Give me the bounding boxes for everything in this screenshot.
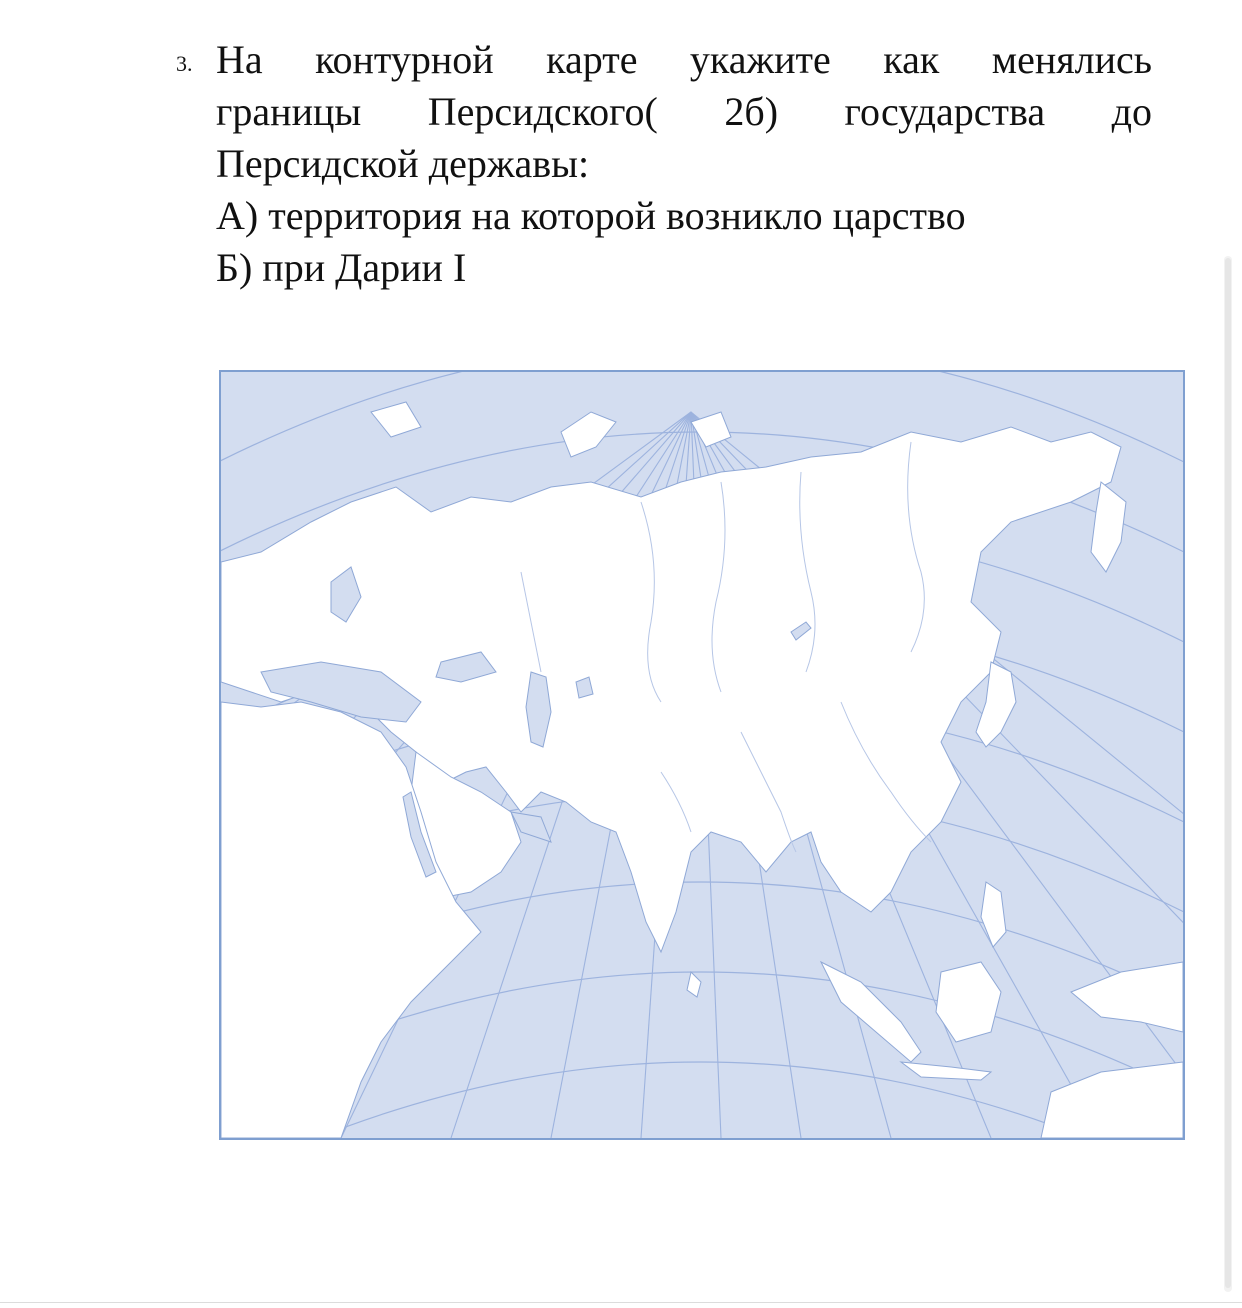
task-item-a: А) территория на которой возникло царство: [216, 193, 966, 238]
question-number: 3.: [176, 51, 193, 76]
question-text: [216, 34, 1152, 294]
task-item-b: Б) при Дарии I: [216, 245, 467, 290]
scrollbar-thumb[interactable]: [1225, 258, 1231, 1288]
question-block: [176, 34, 1152, 294]
question-line-2: границы Персидского( 2б) государства до: [216, 89, 1152, 134]
question-line-1: На контурной карте укажите как менялись: [216, 37, 1152, 82]
question-line-3: Персидской державы:: [216, 141, 590, 186]
page-bottom-divider: [0, 1302, 1242, 1303]
contour-map-graphic: [221, 372, 1183, 1138]
contour-map: [219, 370, 1185, 1140]
